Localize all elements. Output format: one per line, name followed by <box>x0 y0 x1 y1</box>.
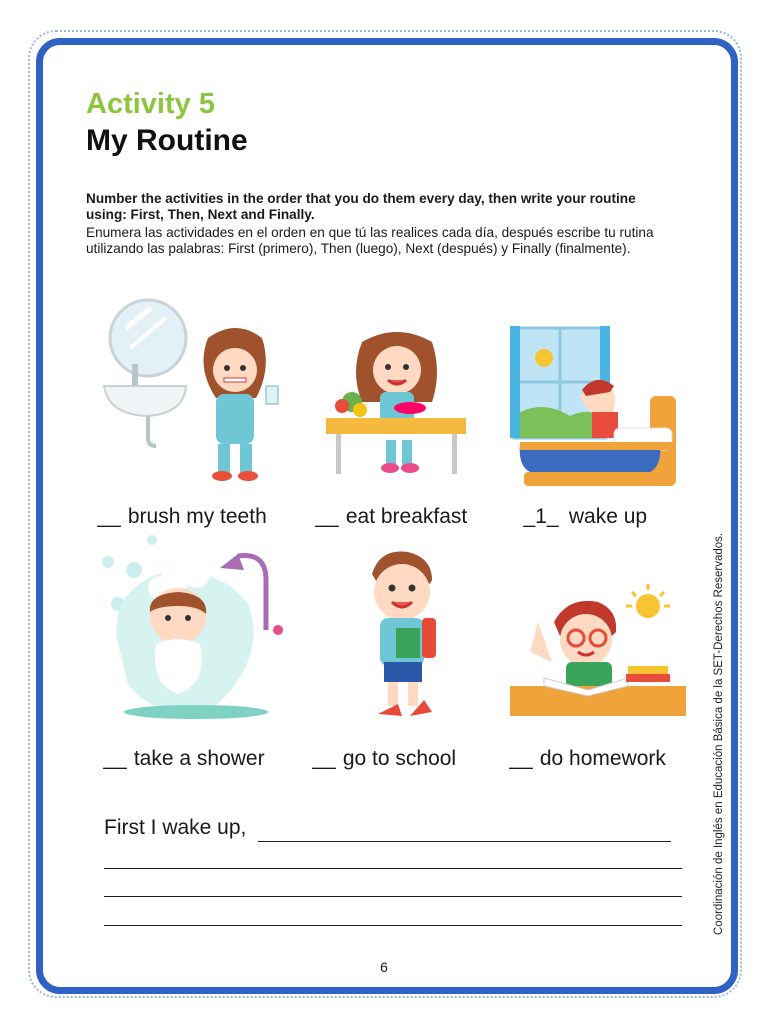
activity-text: take a shower <box>133 747 265 770</box>
activity-label-wake-up <box>519 505 647 529</box>
writing-first-line: First I wake up, <box>104 816 247 839</box>
activity-text: brush my teeth <box>127 505 267 528</box>
activity-number-blank[interactable]: __ <box>509 747 533 770</box>
activity-label-do-homework <box>508 747 666 771</box>
page-number: 6 <box>380 959 388 975</box>
page-title: My Routine <box>86 124 248 157</box>
writing-line[interactable] <box>104 896 682 897</box>
activity-label-go-to-school <box>311 747 456 771</box>
activity-number-blank[interactable]: _1_ <box>523 505 559 528</box>
brush-teeth-icon <box>96 298 286 488</box>
writing-line[interactable] <box>258 841 671 842</box>
homework-icon <box>508 582 688 718</box>
writing-line[interactable] <box>104 868 682 869</box>
activity-number: Activity 5 <box>86 88 215 120</box>
activity-label-brush-teeth <box>96 505 267 529</box>
activity-label-take-shower <box>102 747 265 771</box>
activity-text: eat breakfast <box>345 505 468 528</box>
activity-number-blank[interactable]: __ <box>103 747 127 770</box>
copyright-note: Coordinación de Inglés en Educación Básica de la SET-Derechos Reservados. <box>713 532 725 935</box>
writing-line[interactable] <box>104 925 682 926</box>
activity-text: do homework <box>539 747 666 770</box>
breakfast-icon <box>322 322 472 482</box>
school-icon <box>350 544 450 724</box>
activity-number-blank[interactable]: __ <box>97 505 121 528</box>
activity-text: wake up <box>568 505 648 528</box>
activity-number-blank[interactable]: __ <box>312 747 336 770</box>
activity-number-blank[interactable]: __ <box>315 505 339 528</box>
activity-label-eat-breakfast <box>314 505 467 529</box>
instructions-english: Number the activities in the order that you do them every day, then write your routine using: First, Then, Next and Finally. <box>86 191 636 222</box>
activity-text: go to school <box>342 747 457 770</box>
shower-icon <box>98 534 284 724</box>
wake-up-icon <box>510 326 682 496</box>
instructions-spanish: Enumera las actividades en el orden en que tú las realices cada día, después escribe tu rutina utilizando las palabras: First (primero), Then (luego), Next (después) y Finally (finalmente). <box>86 225 654 256</box>
